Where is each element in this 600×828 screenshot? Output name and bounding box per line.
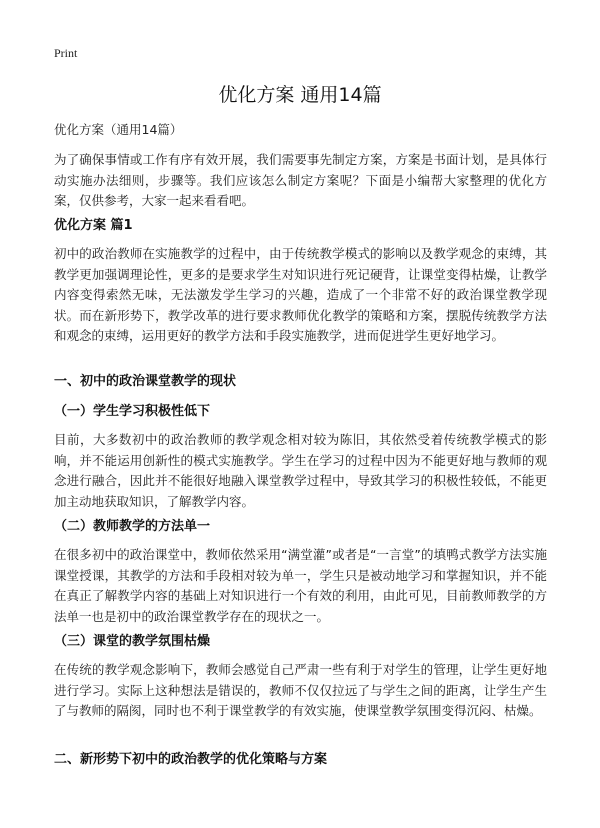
body-paragraph-3: 在很多初中的政治课堂中，教师依然采用“满堂灌”或者是“一言堂”的填鸭式教学方法实施课堂授课，其教学的方法和手段相对较为单一，学生只是被动地学习和掌握知识，并不能在真正了解教学内容的基础上对知识进行一个有效的利用，由此可见，目前教师教学的方法单一也是初中的政治课堂教学存在的现状之一。	[54, 547, 547, 624]
body-paragraph-2: 目前，大多数初中的政治教师的教学观念相对较为陈旧，其依然受着传统教学模式的影响，并不能运用创新性的模式实施教学。学生在学习的过程中因为不能更好地与教师的观念进行融合，因此并不能很好地融入课堂教学过程中，导致其学习的积极性较低，不能更加主动地获取知识，了解教学内容。	[54, 432, 547, 509]
subheading-single-method: （二）教师教学的方法单一	[54, 519, 211, 534]
intro-paragraph: 为了确保事情或工作有序有效开展，我们需要事先制定方案，方案是书面计划，是具体行动实施办法细则，步骤等。我们应该怎么制定方案呢？下面是小编帮大家整理的优化方案，仅供参考，大家一起来看看吧。	[54, 152, 547, 208]
body-paragraph-1: 初中的政治教师在实施教学的过程中，由于传统教学模式的影响以及教学观念的束缚，其教学更加强调理论性，更多的是要求学生对知识进行死记硬背，让课堂变得枯燥，让教学内容变得索然无味，无法激发学生学习的兴趣，造成了一个非常不好的政治课堂教学现状。而在新形势下，教学改革的进行要求教师优化教学的策略和方案，摆脱传统教学方法和观念的束缚，运用更好的教学方法和手段实施教学，进而促进学生更好地学习。	[54, 246, 547, 343]
page-title: 优化方案 通用14篇	[218, 84, 382, 106]
print-link[interactable]: Print	[54, 46, 78, 60]
page-subtitle: 优化方案（通用14篇）	[54, 122, 183, 137]
section-heading-status: 一、初中的政治课堂教学的现状	[54, 374, 237, 389]
subheading-low-motivation: （一）学生学习积极性低下	[54, 404, 211, 419]
section-heading-strategies: 二、新形势下初中的政治教学的优化策略与方案	[54, 752, 328, 767]
subheading-dull-atmosphere: （三）课堂的教学氛围枯燥	[54, 634, 211, 649]
body-paragraph-4: 在传统的教学观念影响下，教师会感觉自己严肃一些有利于对学生的管理，让学生更好地进行学习。实际上这种想法是错误的，教师不仅仅拉远了与学生之间的距离，让学生产生了与教师的隔阂，同时也不利于课堂教学的有效实施，使课堂教学氛围变得沉闷、枯燥。	[54, 662, 547, 718]
section-heading-article-1: 优化方案 篇1	[54, 218, 133, 233]
